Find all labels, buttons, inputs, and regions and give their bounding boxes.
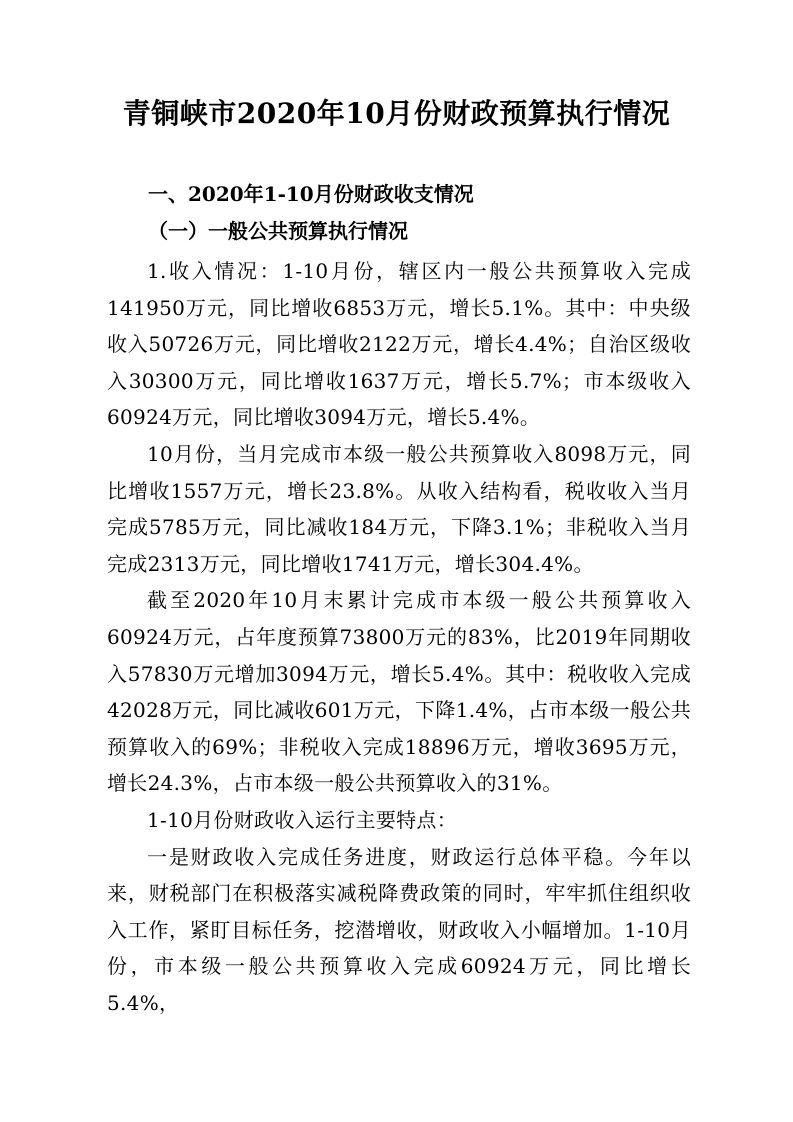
paragraph-features-heading: 1-10月份财政收入运行主要特点： [147, 807, 458, 832]
paragraph-october-revenue: 10月份，当月完成市本级一般公共预算收入8098万元，同比增收1557万元，增长23.8%。从收入结构看，税收收入当月完成5785万元，同比减收184万元，下降3.1%；非税收入当月完成2313万元，同比增收1741万元，增长304.4%。 [107, 441, 691, 576]
paragraph-feature-one: 一是财政收入完成任务进度，财政运行总体平稳。今年以来，财税部门在积极落实减税降费政策的同时，牢牢抓住组织收入工作，紧盯目标任务，挖潜增收，财政收入小幅增加。1-10月份，市本级一般公共预算收入完成60924万元，同比增长5.4%， [107, 844, 691, 1015]
paragraph-cumulative-revenue: 截至2020年10月末累计完成市本级一般公共预算收入60924万元，占年度预算73800万元的83%，比2019年同期收入57830万元增加3094万元，增长5.4%。其中：税收收入完成42028万元，同比减收601万元，下降1.4%，占市本级一般公共预算收入的69%；非税收入完成18896万元，增收3695万元，增长24.3%，占市本级一般公共预算收入的31%。 [107, 588, 691, 796]
paragraph-revenue-overview: 1.收入情况：1-10月份，辖区内一般公共预算收入完成141950万元，同比增收6853万元，增长5.1%。其中：中央级收入50726万元，同比增收2122万元，增长4.4%；自治区级收入30300万元，同比增收1637万元，增长5.7%；市本级收入60924万元，同比增收3094万元，增长5.4%。 [107, 259, 691, 430]
sub-heading: （一）一般公共预算执行情况 [148, 219, 408, 243]
document-title: 青铜峡市2020年10月份财政预算执行情况 [122, 97, 671, 130]
section-heading: 一、2020年1-10月份财政收支情况 [148, 182, 474, 206]
body-text [107, 253, 691, 1021]
